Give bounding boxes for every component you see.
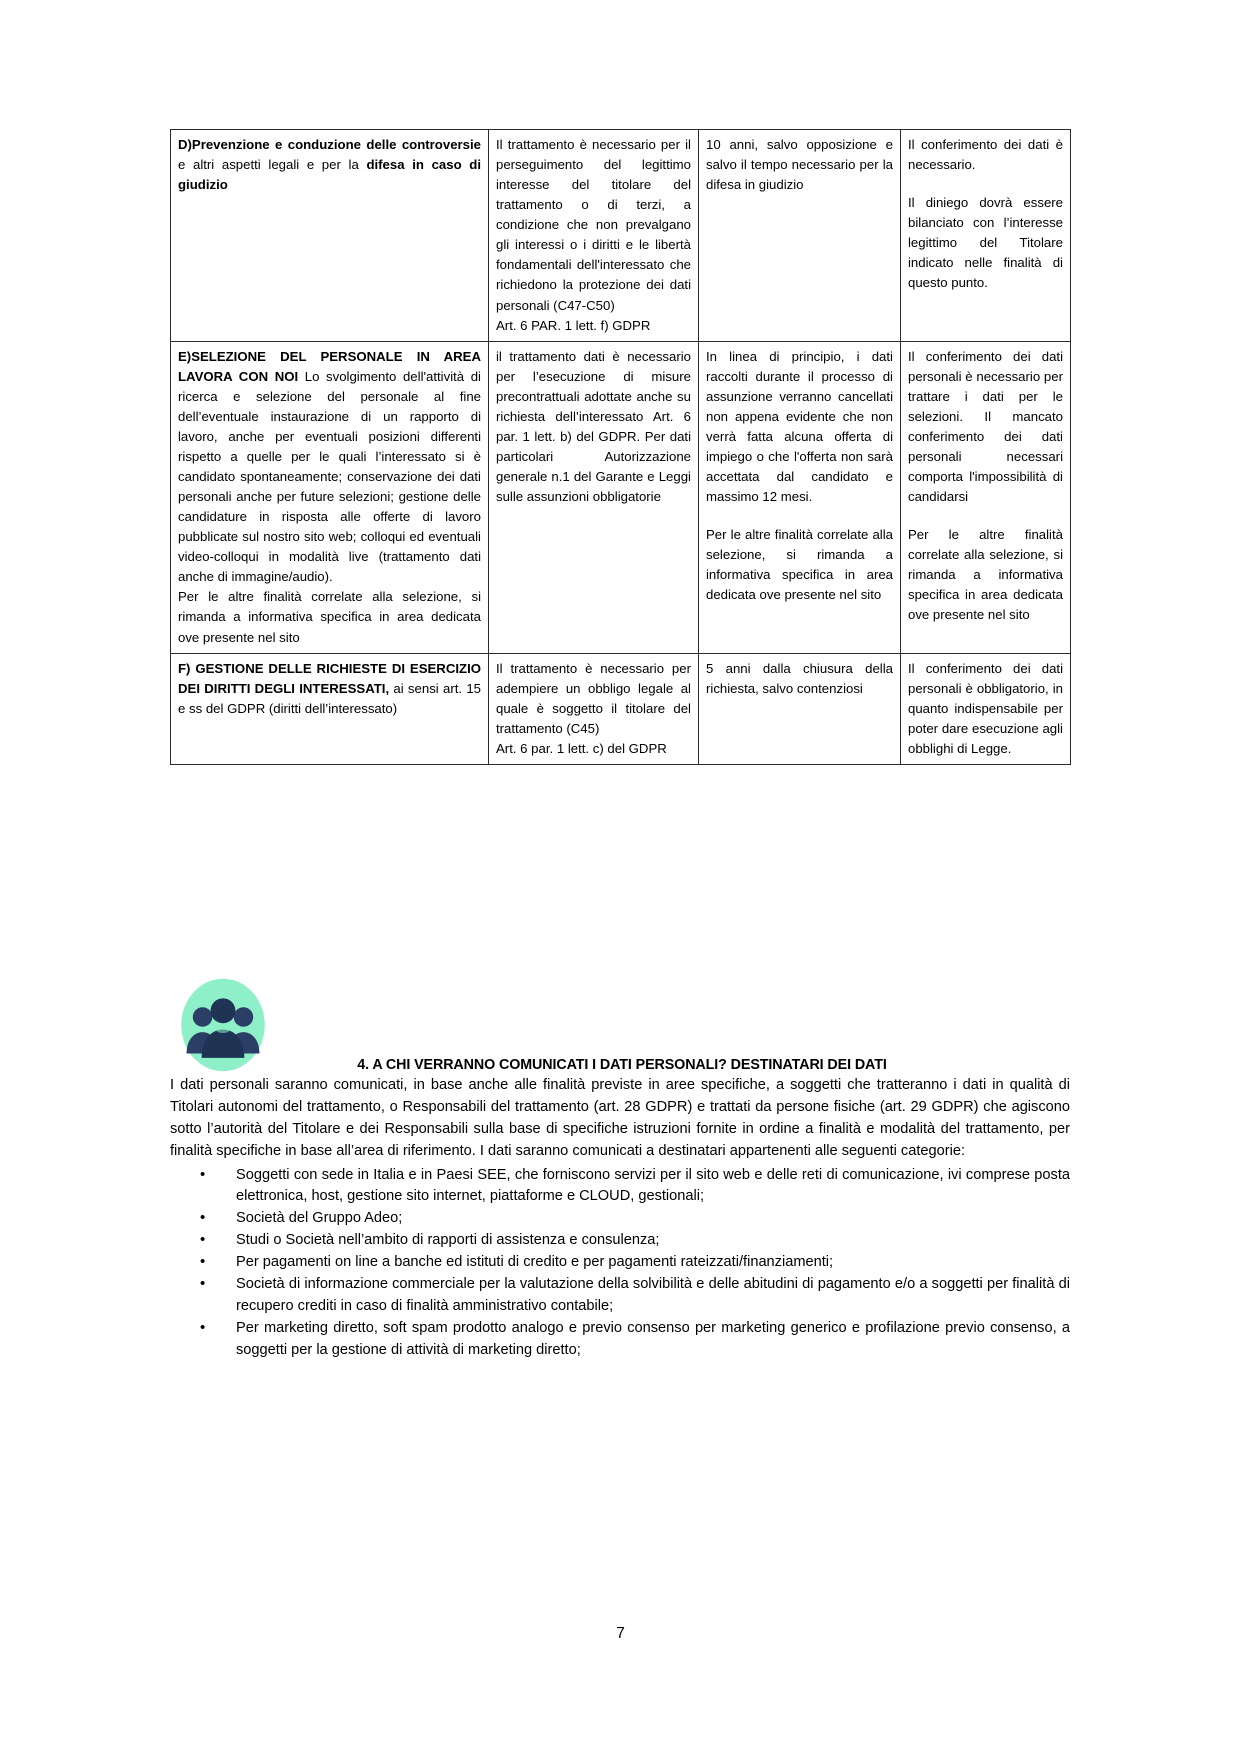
section-4 [170,975,1070,1362]
cell-mandatory-d [901,130,1071,342]
legal-basis-d-p1: Il trattamento è necessario per il perseguimento del legittimo interesse del titolare del trattamento o di terzi, a condizione che non prevalgano gli interessi o i diritti e le libertà fondamentali dell'interessato che richiedono la protezione dei dati personali (C47-C50) [496,137,691,313]
purpose-d-rest: e altri aspetti legali e per la [178,157,367,173]
legal-basis-f-p1: Il trattamento è necessario per adempiere un obbligo legale al quale è soggetto il titolare del trattamento (C45) [496,660,691,736]
list-item: • Per marketing diretto, soft spam prodotto analogo e previo consenso per marketing generico e profilazione previo consenso, a soggetti per la gestione di attività di marketing diretto; [170,1318,1070,1362]
recipient-categories-list [170,1165,1070,1362]
cell-mandatory-e [901,341,1071,653]
retention-e-p1: In linea di principio, i dati raccolti durante il processo di assunzione verranno cancellati non appena evidente che non verrà fatta alcuna offerta di impiego o che l'offerta non sarà accettata dal candidato e massimo 12 mesi. [706,348,893,505]
cell-retention-f [699,653,901,764]
purpose-d-bold-tail: difesa in caso di giudizio [178,157,481,193]
mandatory-e-p1: Il conferimento dei dati personali è necessario per trattare i dati per le selezioni. Il mancato conferimento dei dati personali necessari comporta l'impossibilità di candidarsi [908,348,1063,505]
legal-basis-e-p1: il trattamento dati è necessario per l’esecuzione di misure precontrattuali adottate anche su richiesta dell’interessato Art. 6 par. 1 lett. b) del GDPR. Per dati particolari Autorizzazione generale n.1 del Garante e Leggi sulle assunzioni obbligatorie [496,348,691,505]
cell-mandatory-f [901,653,1071,764]
mandatory-e-p2: Per le altre finalità correlate alla selezione, si rimanda a informativa specifica in area dedicata ove presente nel sito [908,527,1063,623]
table-row [171,653,1071,764]
cell-retention-e [699,341,901,653]
mandatory-d-p1: Il conferimento dei dati è necessario. [908,137,1063,173]
retention-e-p2: Per le altre finalità correlate alla selezione, si rimanda a informativa specifica in area dedicata ove presente nel sito [706,527,893,603]
people-group-icon [178,977,268,1073]
processing-purposes-table [170,129,1071,765]
table-row [171,130,1071,342]
cell-legal-basis-d [489,130,699,342]
section-4-title: 4. A CHI VERRANNO COMUNICATI I DATI PERSONALI? DESTINATARI DEI DATI [357,1057,887,1073]
list-item: • Studi o Società nell’ambito di rapporti di assistenza e consulenza; [170,1230,1070,1252]
cell-legal-basis-f [489,653,699,764]
spacer [908,507,1063,525]
purpose-e-bold-lead: E)SELEZIONE DEL PERSONALE IN AREA LAVORA CON NOI [178,348,481,384]
purpose-f-bold-lead: F) GESTIONE DELLE RICHIESTE DI ESERCIZIO DEI DIRITTI DEGLI INTERESSATI, [178,660,481,696]
retention-f-p1: 5 anni dalla chiusura della richiesta, salvo contenziosi [706,660,893,696]
legal-basis-d-p2: Art. 6 PAR. 1 lett. f) GDPR [496,317,651,333]
retention-d-p1: 10 anni, salvo opposizione e salvo il tempo necessario per la difesa in giudizio [706,137,893,193]
spacer [908,175,1063,193]
list-item: • Per pagamenti on line a banche ed istituti di credito e per pagamenti rateizzati/finanziamenti; [170,1252,1070,1274]
purpose-f-rest: ai sensi art. 15 e ss del GDPR (diritti dell’interessato) [178,680,481,716]
cell-purpose-e [171,341,489,653]
purpose-e-extra: Per le altre finalità correlate alla selezione, si rimanda a informativa specifica in area dedicata ove presente nel sito [178,589,481,645]
purpose-d-bold-lead: D)Prevenzione e conduzione delle controversie [178,137,481,152]
mandatory-d-p2: Il diniego dovrà essere bilanciato con l’interesse legittimo del Titolare indicato nelle finalità di questo punto. [908,195,1063,291]
section-4-icon-row [170,975,1070,1057]
table-row [171,341,1071,653]
cell-purpose-f [171,653,489,764]
mandatory-f-p1: Il conferimento dei dati personali è obbligatorio, in quanto indispensabile per poter dare esecuzione agli obblighi di Legge. [908,660,1063,756]
list-item: • Soggetti con sede in Italia e in Paesi SEE, che forniscono servizi per il sito web e delle reti di comunicazione, ivi comprese posta elettronica, host, gestione sito internet, piattaforme e CLOUD, gestionali; [170,1165,1070,1209]
cell-purpose-d [171,130,489,342]
page-number: 7 [616,1625,625,1642]
purpose-e-rest: Lo svolgimento dell'attività di ricerca e selezione del personale al fine dell’eventuale instaurazione di un rapporto di lavoro, anche per eventuali posizioni differenti rispetto a quelle per le quali l’interessato si è candidato spontaneamente; conservazione dei dati personali anche per future selezioni; gestione delle candidature in risposta alle offerte di lavoro pubblicate sul nostro sito web; colloqui ed eventuali video-colloqui in modalità live (trattamento dati anche di immagine/audio). [178,368,481,585]
legal-basis-f-p2: Art. 6 par. 1 lett. c) del GDPR [496,740,667,756]
section-4-body: I dati personali saranno comunicati, in base anche alle finalità previste in aree specifiche, a soggetti che tratteranno i dati in qualità di Titolari autonomi del trattamento, o Responsabili del trattamento (art. 28 GDPR) e trattati da persone fisiche (art. 29 GDPR) che agiscono sotto l’autorità del Titolare e dei Responsabili sulla base di specifiche istruzioni fornite in ordine a finalità e modalità del trattamento, per finalità specifiche in base all’area di riferimento. I dati saranno comunicati a destinatari appartenenti alle seguenti categorie: [170,1077,1070,1159]
processing-purposes-table-wrapper [170,129,1070,765]
cell-retention-d [699,130,901,342]
list-item: • Società di informazione commerciale per la valutazione della solvibilità e delle abitudini di pagamento e/o a soggetti per finalità di recupero crediti in caso di finalità amministrativo contabile; [170,1274,1070,1318]
spacer [706,507,893,525]
list-item: • Società del Gruppo Adeo; [170,1208,1070,1230]
cell-legal-basis-e [489,341,699,653]
